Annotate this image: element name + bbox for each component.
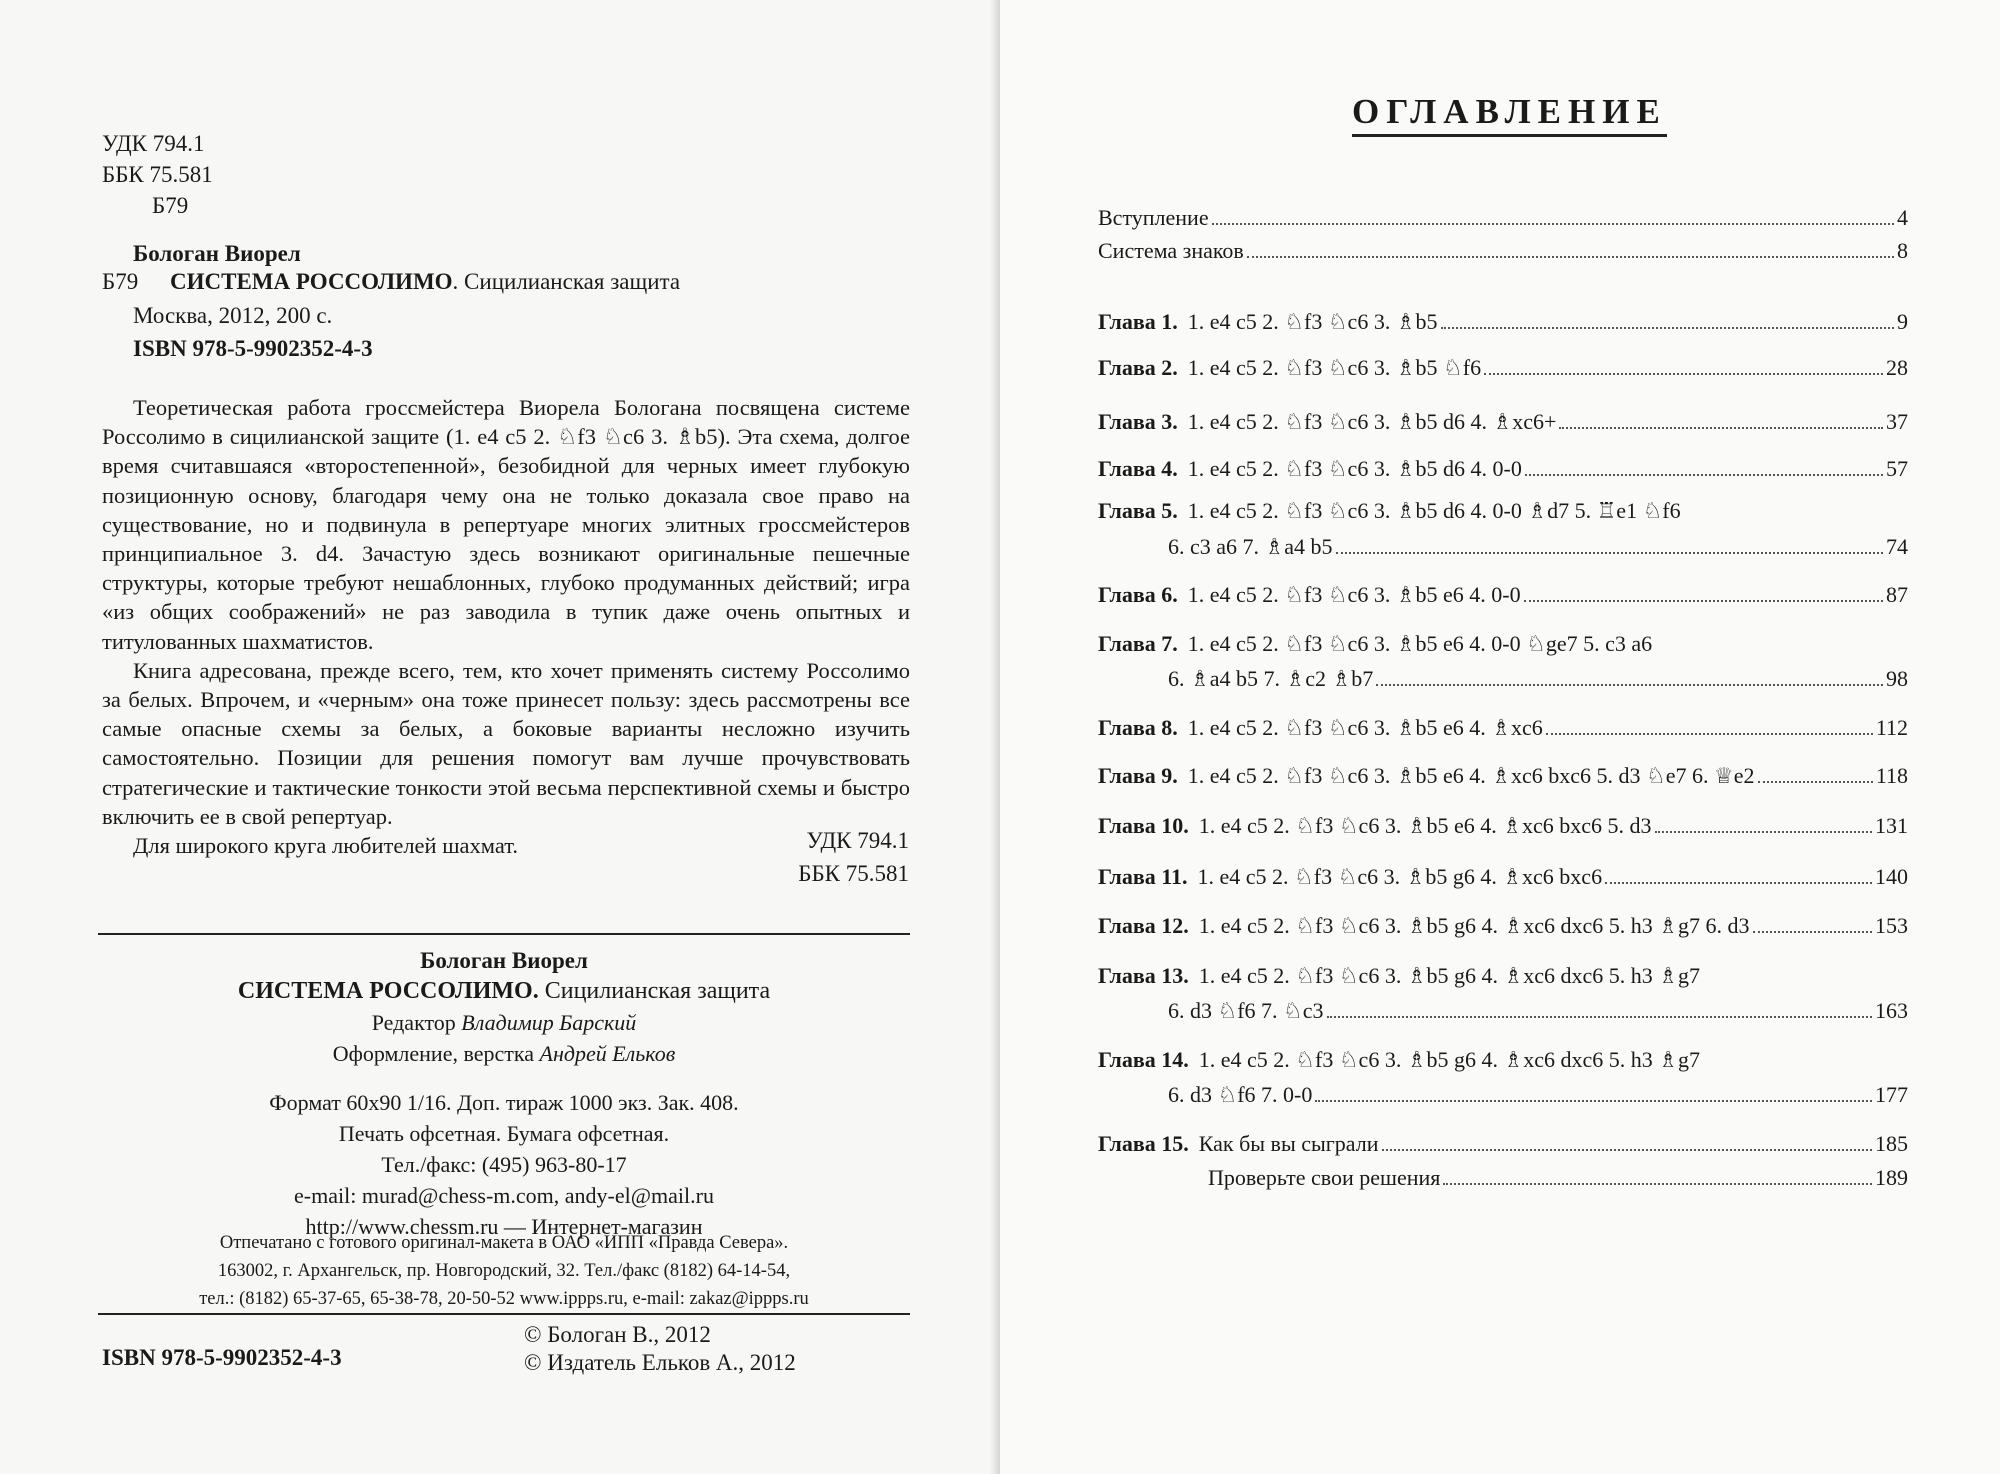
chapter-moves: 1. e4 c5 2. ♘f3 ♘c6 3. ♗b5 e6 4. ♗xc6 bxc6 5. d3 [1198,813,1652,838]
toc-entry-text: Система знаков [1098,238,1244,263]
chapter-label: Глава 3. [1098,409,1178,434]
chapter-moves: 1. e4 c5 2. ♘f3 ♘c6 3. ♗b5 g6 4. ♗xc6 bxc6 [1197,864,1603,889]
imprint-editor [98,1007,910,1038]
chapter-moves-cont: 6. ♗a4 b5 7. ♗c2 ♗b7 [1168,666,1374,691]
udk-code-right: УДК 794.1 [806,828,909,853]
layout-label: Оформление, верстка [332,1041,540,1066]
leader-dots [1327,1016,1872,1018]
imprint-web: http://www.chessm.ru — Интернет-магазин [305,1214,703,1239]
chapter-label: Глава 14. [1098,1047,1189,1072]
toc-page-number: 131 [1875,813,1908,838]
leader-dots [1758,781,1873,783]
toc-chapter-3 [1098,408,1908,436]
chapter-label: Глава 10. [1098,813,1189,838]
leader-dots [1247,256,1894,258]
toc-chapter-10 [1098,812,1908,840]
catalog-place: Москва, 2012, 200 с. [133,303,333,328]
catalog-title [170,269,680,295]
chapter-moves: 1. e4 c5 2. ♘f3 ♘c6 3. ♗b5 d6 4. ♗xc6+ [1187,409,1557,434]
imprint-author: Бологан Виорел [420,948,588,973]
chapter-moves: 1. e4 c5 2. ♘f3 ♘c6 3. ♗b5 d6 4. 0-0 [1187,456,1522,481]
toc-chapter-8 [1098,714,1908,742]
toc-chapter-1 [1098,308,1908,336]
chapter-label: Глава 4. [1098,456,1178,481]
imprint-title-rest: Сицилианская защита [538,978,771,1004]
toc-chapter-4 [1098,455,1908,483]
chapter-label: Глава 2. [1098,355,1178,380]
imprint [98,945,910,1242]
leader-dots [1441,327,1894,329]
chapter-moves: 1. e4 c5 2. ♘f3 ♘c6 3. ♗b5 g6 4. ♗xc6 dxc6 5. h3 ♗g7 6. d3 [1198,913,1750,938]
leader-dots [1655,831,1872,833]
annotation [102,393,910,860]
toc-chapter-12 [1098,912,1908,940]
chapter-label: Глава 11. [1098,864,1188,889]
chapter-moves: Как бы вы сыграли [1198,1131,1379,1156]
leader-dots [1443,1183,1872,1185]
chapter-moves: 1. e4 c5 2. ♘f3 ♘c6 3. ♗b5 [1187,309,1438,334]
leader-dots [1559,427,1883,429]
toc-page-number: 74 [1886,534,1908,559]
imprint-title-main: СИСТЕМА РОССОЛИМО. [237,978,539,1004]
printer-line: 163002, г. Архангельск, пр. Новгородский, 32. Тел./факс (8182) 64-14-54, [217,1261,791,1281]
chapter-label: Глава 13. [1098,963,1189,988]
leader-dots [1484,373,1883,375]
chapter-moves-cont: 6. c3 a6 7. ♗a4 b5 [1168,534,1333,559]
toc-entry-text: Проверьте свои решения [1208,1165,1441,1190]
toc-entry-solutions [1208,1164,1908,1192]
chapter-moves: 1. e4 c5 2. ♘f3 ♘c6 3. ♗b5 e6 4. ♗xc6 bxc6 5. d3 ♘e7 6. ♕e2 [1187,763,1755,788]
annotation-paragraph: Книга адресована, прежде всего, тем, кто хочет применять систему Россолимо за белых. Впрочем, и «черным» она тоже принесет пользу: здесь рассмотрены все самые опасные схемы за белых, а боковые варианты несложно изучить самостоятельно. Позиции для решения помогут вам лучше прочувствовать стратегические и тактические тонкости этой весьма перспективной схемы и быстро включить ее в свой репертуар. [102,657,910,829]
toc-chapter-6 [1098,581,1908,609]
isbn-bottom: ISBN 978-5-9902352-4-3 [102,1345,342,1370]
chapter-label: Глава 7. [1098,631,1178,656]
bbk-code: ББК 75.581 [102,162,213,187]
chapter-moves-cont: 6. d3 ♘f6 7. 0-0 [1168,1082,1313,1107]
toc-page-number: 37 [1886,409,1908,434]
annotation-paragraph: Теоретическая работа гроссмейстера Виорела Бологана посвящена системе Россолимо в сицилианской защите (1. e4 c5 2. ♘f3 ♘c6 3. ♗b5). Эта схема, долгое время считавшаяся «второстепенной», безобидной для черных имеет глубокую позиционную основу, благодаря чему она не только доказала свое право на существование, но и подвинула в репертуаре многих элитных гроссмейстеров принципиальное 3. d4. Зачастую здесь возникают оригинальные пешечные структуры, которые требуют нешаблонных, глубоко продуманных действий; игра «из общих соображений» не раз заводила в тупик даже очень опытных и титулованных шахматистов. [102,395,910,654]
printer-info [98,1229,910,1313]
chapter-moves: 1. e4 c5 2. ♘f3 ♘c6 3. ♗b5 g6 4. ♗xc6 dxc6 5. h3 ♗g7 [1198,963,1701,988]
chapter-label: Глава 9. [1098,763,1178,788]
chapter-moves: 1. e4 c5 2. ♘f3 ♘c6 3. ♗b5 g6 4. ♗xc6 dxc6 5. h3 ♗g7 [1198,1047,1701,1072]
leader-dots [1336,552,1883,554]
toc-chapter-7 [1098,630,1908,658]
leader-dots [1212,223,1894,225]
imprint-title [98,976,910,1007]
toc-page-number: 87 [1886,582,1908,607]
toc-page-number: 28 [1886,355,1908,380]
chapter-label: Глава 6. [1098,582,1178,607]
toc-entry-text: Вступление [1098,205,1209,230]
imprint-email: e-mail: murad@chess-m.com, andy-el@mail.ru [294,1183,714,1208]
toc-chapter-2 [1098,354,1908,382]
udk-code: УДК 794.1 [102,131,205,156]
leader-dots [1605,882,1872,884]
layout-name: Андрей Ельков [539,1041,676,1066]
copyright-publisher: © Издатель Ельков А., 2012 [524,1350,796,1375]
chapter-label: Глава 15. [1098,1131,1189,1156]
toc-page-number: 153 [1875,913,1908,938]
bbk-code-right: ББК 75.581 [798,861,909,886]
leader-dots [1546,733,1873,735]
author-mark: Б79 [152,193,189,218]
annotation-paragraph: Для широкого круга любителей шахмат. [133,833,519,859]
toc-chapter-15 [1098,1130,1908,1158]
toc-page-number: 189 [1875,1165,1908,1190]
imprint-format: Формат 60x90 1/16. Доп. тираж 1000 экз. Зак. 408. [269,1090,739,1115]
chapter-label: Глава 12. [1098,913,1189,938]
chapter-moves: 1. e4 c5 2. ♘f3 ♘c6 3. ♗b5 d6 4. 0-0 ♗d7 5. ♖e1 ♘f6 [1187,498,1681,523]
toc-chapter-14-cont [1168,1081,1908,1109]
toc-entry-intro [1098,204,1908,232]
leader-dots [1524,600,1883,602]
toc-chapter-13-cont [1168,997,1908,1025]
chapter-label: Глава 1. [1098,309,1178,334]
chapter-label: Глава 8. [1098,715,1178,740]
toc-page-number: 4 [1897,205,1908,230]
imprint-phone: Тел./факс: (495) 963-80-17 [381,1152,627,1177]
catalog-author: Бологан Виорел [133,241,301,266]
toc-chapter-14 [1098,1046,1908,1074]
divider [98,1313,910,1315]
toc-heading: ОГЛАВЛЕНИЕ [1352,92,1667,137]
leader-dots [1376,684,1883,686]
toc-page-number: 112 [1875,715,1908,740]
printer-line: тел.: (8182) 65-37-65, 65-38-78, 20-50-52 www.ippps.ru, e-mail: zakaz@ippps.ru [199,1289,809,1309]
imprint-layout [98,1038,910,1069]
divider [98,933,910,935]
chapter-label: Глава 5. [1098,498,1178,523]
catalog-title-rest: . Сицилианская защита [452,269,681,294]
toc-page-number: 163 [1875,998,1908,1023]
toc-chapter-5 [1098,497,1908,525]
toc-page-number: 177 [1875,1082,1908,1107]
chapter-moves: 1. e4 c5 2. ♘f3 ♘c6 3. ♗b5 e6 4. 0-0 ♘ge7 5. c3 a6 [1187,631,1653,656]
leader-dots [1382,1149,1872,1151]
chapter-moves: 1. e4 c5 2. ♘f3 ♘c6 3. ♗b5 ♘f6 [1187,355,1482,380]
toc-chapter-5-cont [1168,533,1908,561]
catalog-title-main: СИСТЕМА РОССОЛИМО [170,269,453,294]
toc-entry-signs [1098,237,1908,265]
catalog-entry-code: Б79 [102,269,139,294]
toc-chapter-9 [1098,762,1908,790]
leader-dots [1753,931,1872,933]
toc-page-number: 9 [1897,309,1908,334]
toc-chapter-7-cont [1168,665,1908,693]
leader-dots [1525,474,1883,476]
editor-label: Редактор [371,1010,462,1035]
chapter-moves-cont: 6. d3 ♘f6 7. ♘c3 [1168,998,1324,1023]
toc-chapter-13 [1098,962,1908,990]
copyright-author: © Бологан В., 2012 [524,1322,711,1347]
toc-chapter-11 [1098,863,1908,891]
leader-dots [1315,1100,1872,1102]
toc-page-number: 140 [1875,864,1908,889]
toc-page-number: 118 [1875,763,1908,788]
editor-name: Владимир Барский [461,1010,637,1035]
toc-page-number: 185 [1875,1131,1908,1156]
printer-line: Отпечатано с готового оригинал-макета в ОАО «ИПП «Правда Севера». [219,1233,789,1253]
chapter-moves: 1. e4 c5 2. ♘f3 ♘c6 3. ♗b5 e6 4. 0-0 [1187,582,1521,607]
imprint-print: Печать офсетная. Бумага офсетная. [338,1121,670,1146]
toc-page-number: 8 [1897,238,1908,263]
catalog-isbn: ISBN 978-5-9902352-4-3 [133,336,373,361]
toc-page-number: 57 [1886,456,1908,481]
chapter-moves: 1. e4 c5 2. ♘f3 ♘c6 3. ♗b5 e6 4. ♗xc6 [1187,715,1543,740]
toc-page-number: 98 [1886,666,1908,691]
